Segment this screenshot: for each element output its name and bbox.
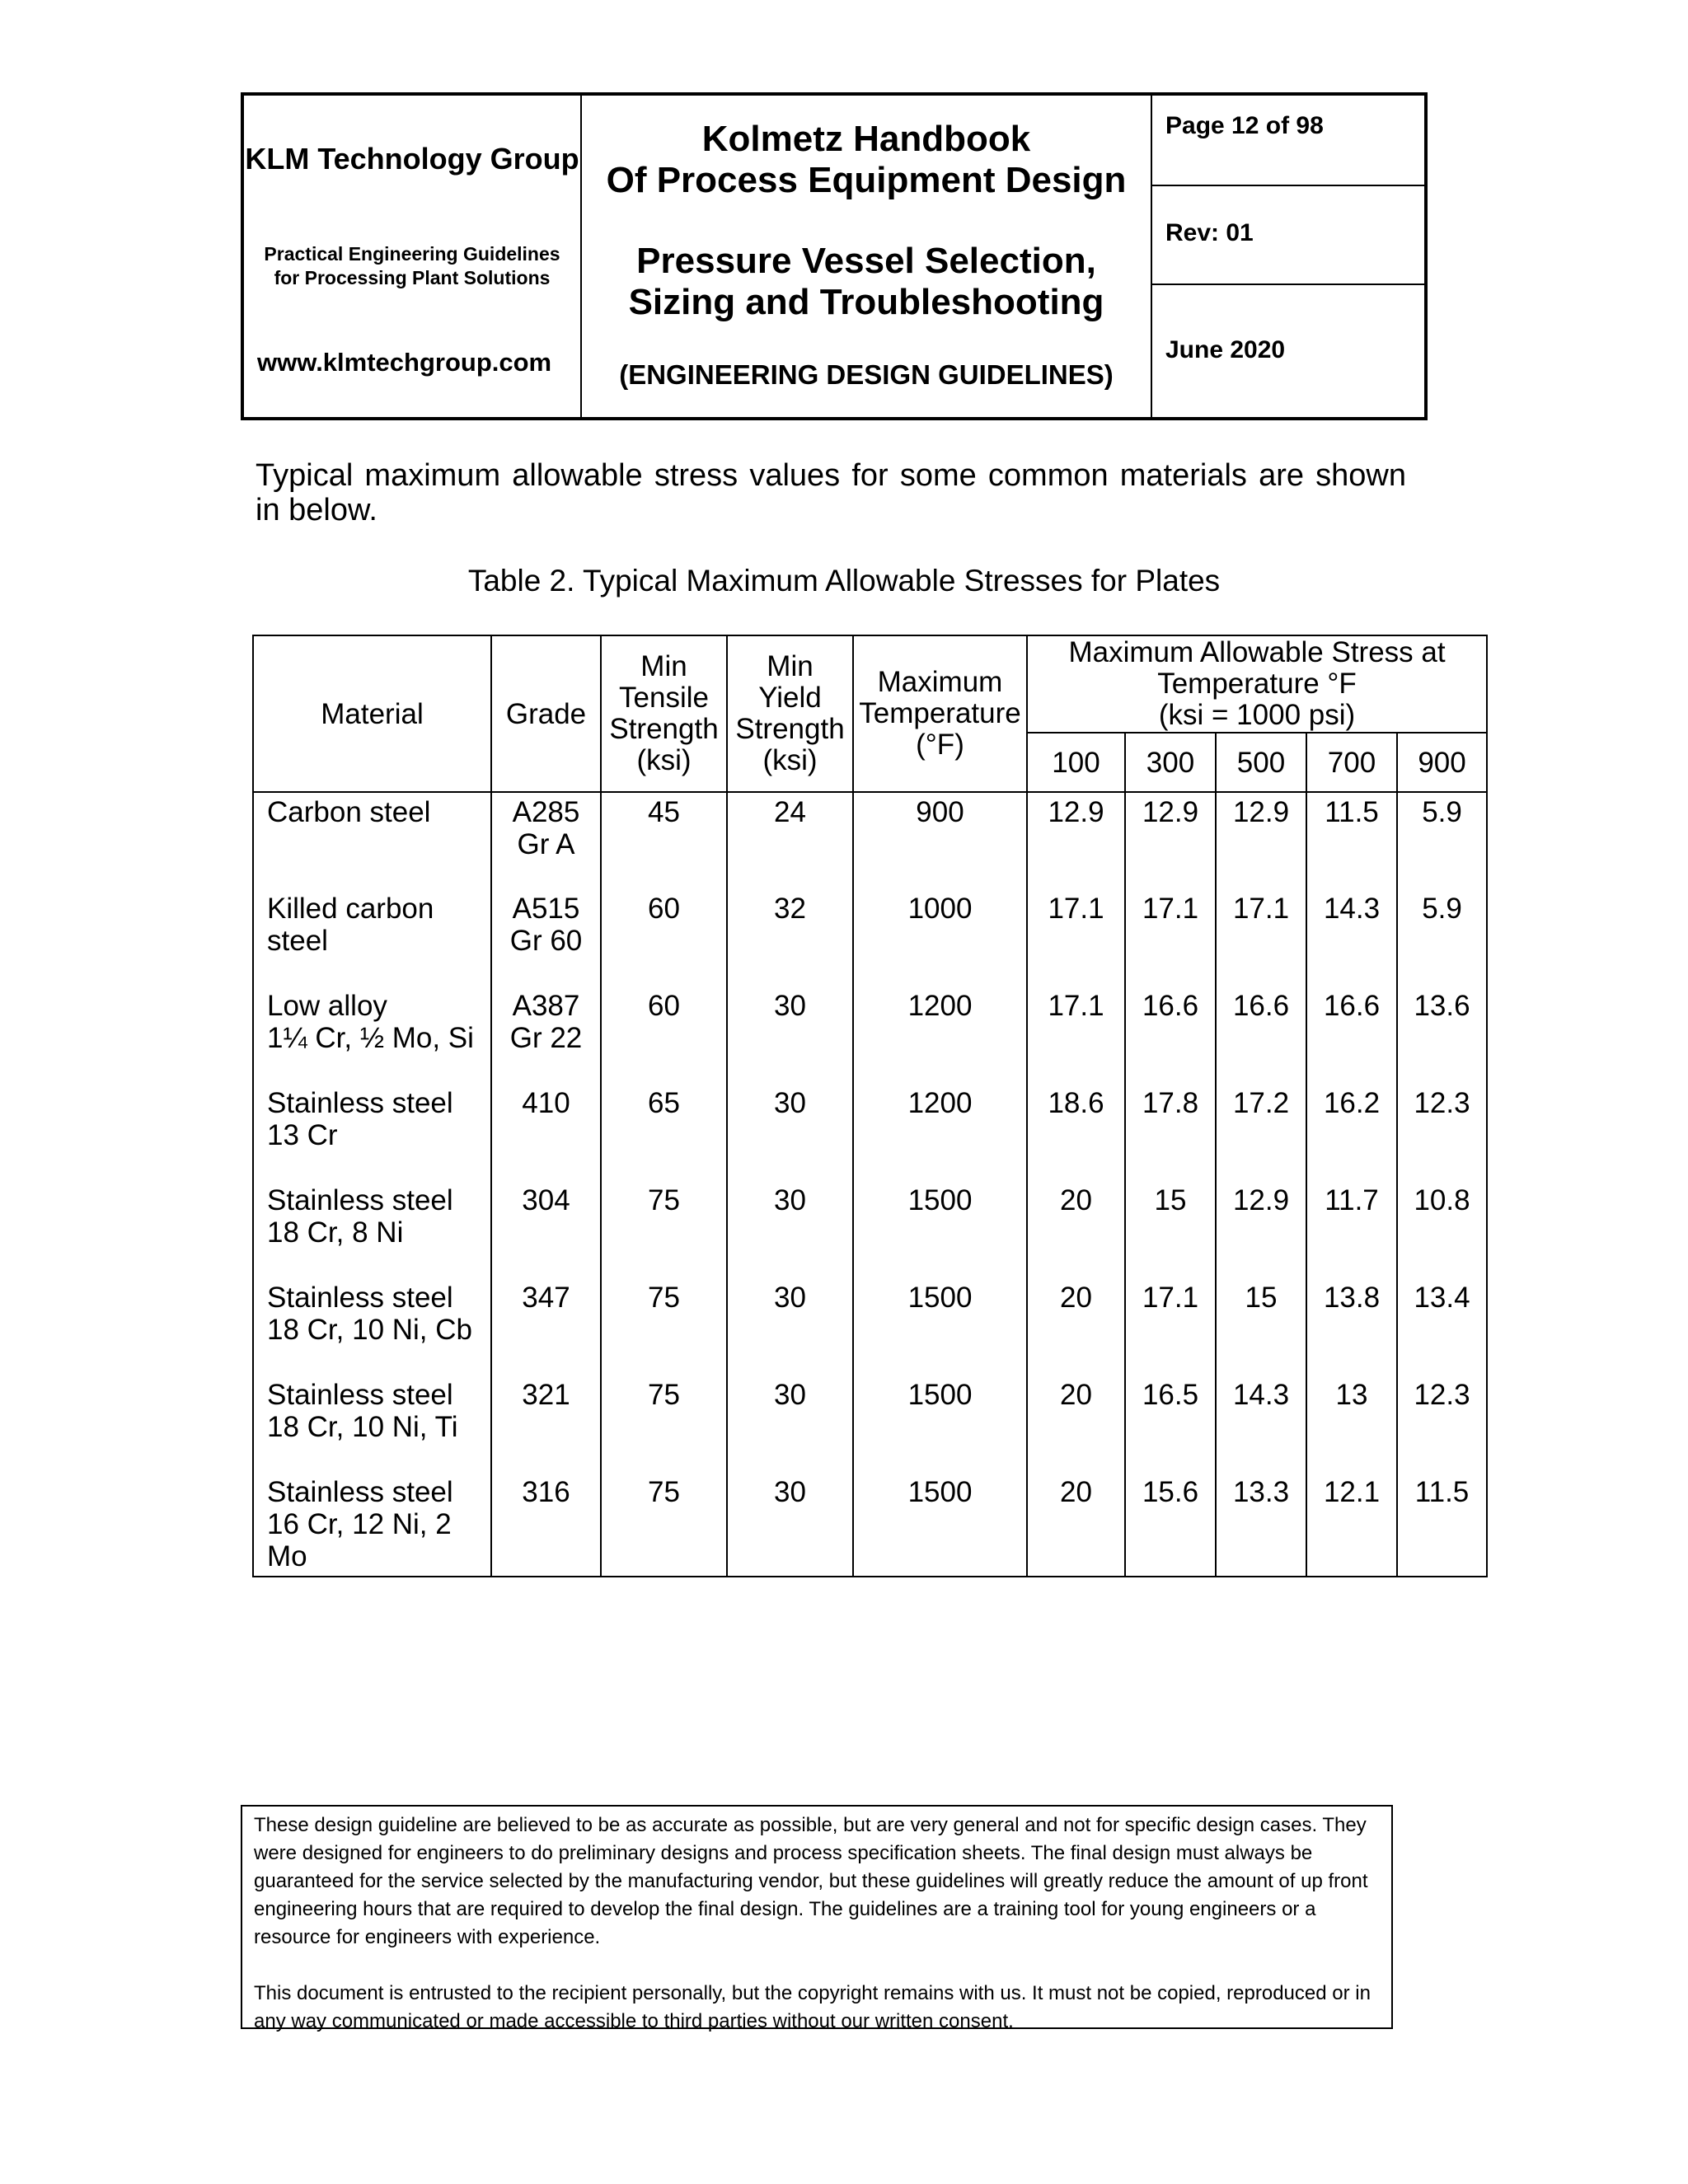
stress-cell: 11.5	[1397, 1473, 1487, 1577]
tensile-cell: 65	[601, 1084, 727, 1181]
document-date: June 2020	[1165, 336, 1286, 363]
grade-cell	[491, 1084, 601, 1181]
yield-cell: 30	[727, 1278, 853, 1376]
disclaimer-box	[241, 1805, 1393, 2032]
material-cell-line: Mo	[267, 1540, 307, 1572]
stress-cell: 16.6	[1125, 987, 1216, 1084]
stress-cell: 20	[1027, 1278, 1125, 1376]
tensile-cell: 75	[601, 1473, 727, 1577]
stress-cell: 16.6	[1216, 987, 1306, 1084]
material-cell	[253, 987, 491, 1084]
table-row	[253, 1376, 1487, 1473]
stress-cell: 12.3	[1397, 1084, 1487, 1181]
stress-cell: 12.3	[1397, 1376, 1487, 1473]
header-line: Yield	[758, 682, 822, 714]
grade-cell	[491, 1376, 601, 1473]
stress-cell: 15	[1216, 1278, 1306, 1376]
company-website: www.klmtechgroup.com	[257, 348, 552, 377]
grade-cell	[491, 987, 601, 1084]
grade-cell	[491, 889, 601, 987]
grade-cell-line: 410	[522, 1087, 570, 1119]
document-title-line: Pressure Vessel Selection,	[636, 241, 1096, 281]
handbook-title-line: Kolmetz Handbook	[701, 119, 1031, 159]
stress-cell: 10.8	[1397, 1181, 1487, 1278]
yield-cell: 30	[727, 987, 853, 1084]
material-cell-line: steel	[267, 925, 328, 957]
yield-cell: 30	[727, 1181, 853, 1278]
header-line: Strength	[609, 713, 719, 745]
grade-cell-line: A515	[512, 893, 580, 925]
document-subtitle: (ENGINEERING DESIGN GUIDELINES)	[619, 359, 1114, 390]
column-header-material: Material	[253, 635, 491, 792]
stress-cell: 12.9	[1216, 792, 1306, 889]
max-temp-cell: 1200	[853, 1084, 1027, 1181]
column-header-temp: 300	[1125, 733, 1216, 792]
grade-cell-line: 321	[522, 1379, 570, 1411]
yield-cell: 30	[727, 1376, 853, 1473]
material-cell-line: Stainless steel	[267, 1087, 453, 1119]
header-meta-cell	[1152, 96, 1424, 417]
material-cell-line: 13 Cr	[267, 1119, 338, 1151]
column-header-temp: 700	[1306, 733, 1397, 792]
material-cell-line: Carbon steel	[267, 796, 431, 828]
table-row	[253, 1084, 1487, 1181]
header-line: Temperature °F	[1157, 668, 1357, 700]
stress-cell: 17.1	[1027, 889, 1125, 987]
header-line: Tensile	[619, 682, 709, 714]
material-cell	[253, 1278, 491, 1376]
stress-cell: 17.1	[1216, 889, 1306, 987]
stress-cell: 18.6	[1027, 1084, 1125, 1181]
stress-cell: 5.9	[1397, 792, 1487, 889]
material-cell-line: 18 Cr, 10 Ni, Ti	[267, 1411, 458, 1443]
grade-cell-line: 316	[522, 1476, 570, 1508]
material-cell	[253, 792, 491, 889]
material-cell-line: Stainless steel	[267, 1184, 453, 1216]
yield-cell: 30	[727, 1084, 853, 1181]
material-cell-line: Killed carbon	[267, 893, 434, 925]
handbook-title-line: Of Process Equipment Design	[606, 160, 1127, 200]
yield-cell: 32	[727, 889, 853, 987]
disclaimer-paragraph: These design guideline are believed to be as accurate as possible, but are very general and not for specific design cases. They were designed for engineers to do preliminary designs and process specification sheets. The final design must always be guaranteed for the service selected by the manufacturing vendor, but these guidelines will greatly reduce the amount of up front engineering hours that are required to develop the final design. The guidelines are a training tool for young engineers or a resource for engineers with experience.	[254, 1814, 1368, 1948]
column-header-max-temperature	[853, 635, 1027, 792]
stress-cell: 17.8	[1125, 1084, 1216, 1181]
stress-cell: 13.8	[1306, 1278, 1397, 1376]
grade-cell-line: A387	[512, 990, 580, 1022]
grade-cell	[491, 1181, 601, 1278]
table-caption: Table 2. Typical Maximum Allowable Stresses for Plates	[467, 564, 1221, 598]
stress-cell: 16.6	[1306, 987, 1397, 1084]
stress-cell: 20	[1027, 1376, 1125, 1473]
grade-cell-line: Gr A	[517, 828, 575, 860]
grade-cell-line: 347	[522, 1282, 570, 1314]
grade-cell	[491, 1278, 601, 1376]
tensile-cell: 75	[601, 1181, 727, 1278]
max-temp-cell: 1500	[853, 1473, 1027, 1577]
material-cell-line: 1¼ Cr, ½ Mo, Si	[267, 1022, 474, 1054]
stress-cell: 20	[1027, 1473, 1125, 1577]
material-cell-line: Low alloy	[267, 990, 387, 1022]
stress-cell: 11.7	[1306, 1181, 1397, 1278]
header-line: (ksi)	[762, 744, 818, 776]
material-cell	[253, 889, 491, 987]
column-group-allowable-stress	[1027, 635, 1487, 733]
header-line: Temperature	[859, 697, 1021, 729]
stress-cell: 13.3	[1216, 1473, 1306, 1577]
material-cell-line: 18 Cr, 8 Ni	[267, 1216, 404, 1249]
material-cell	[253, 1181, 491, 1278]
header-line: Maximum	[877, 666, 1003, 698]
column-header-min-tensile	[601, 635, 727, 792]
stress-cell: 16.5	[1125, 1376, 1216, 1473]
stress-cell: 15	[1125, 1181, 1216, 1278]
material-cell-line: Stainless steel	[267, 1282, 453, 1314]
header-line: Min	[767, 650, 814, 682]
stress-cell: 20	[1027, 1181, 1125, 1278]
stress-cell: 12.9	[1027, 792, 1125, 889]
tensile-cell: 75	[601, 1376, 727, 1473]
stress-cell: 14.3	[1306, 889, 1397, 987]
revision: Rev: 01	[1152, 186, 1424, 285]
document-title-line: Sizing and Troubleshooting	[628, 282, 1104, 322]
grade-cell	[491, 792, 601, 889]
stress-cell: 12.9	[1216, 1181, 1306, 1278]
company-name: KLM Technology Group	[245, 142, 579, 176]
material-cell-line: 18 Cr, 10 Ni, Cb	[267, 1314, 472, 1346]
header-line: (°F)	[916, 729, 964, 761]
tensile-cell: 60	[601, 889, 727, 987]
header-title-cell	[582, 96, 1152, 417]
column-header-temp: 100	[1027, 733, 1125, 792]
tensile-cell: 75	[601, 1278, 727, 1376]
header-line: (ksi = 1000 psi)	[1158, 699, 1356, 731]
max-temp-cell: 900	[853, 792, 1027, 889]
stress-cell: 13.4	[1397, 1278, 1487, 1376]
header-line: Maximum Allowable Stress at	[1068, 636, 1446, 668]
column-header-temp: 900	[1397, 733, 1487, 792]
material-cell-line: 16 Cr, 12 Ni, 2	[267, 1508, 452, 1540]
material-cell-line: Stainless steel	[267, 1379, 453, 1411]
table-row	[253, 889, 1487, 987]
stress-cell: 15.6	[1125, 1473, 1216, 1577]
grade-cell-line: 304	[522, 1184, 570, 1216]
header-company-cell	[244, 96, 582, 417]
max-temp-cell: 1500	[853, 1181, 1027, 1278]
material-cell-line: Stainless steel	[267, 1476, 453, 1508]
table-row	[253, 1278, 1487, 1376]
intro-paragraph: Typical maximum allowable stress values for some common materials are shown in below.	[256, 458, 1406, 527]
stress-cell: 17.2	[1216, 1084, 1306, 1181]
column-header-temp: 500	[1216, 733, 1306, 792]
max-temp-cell: 1000	[853, 889, 1027, 987]
document-header	[241, 92, 1428, 420]
max-temp-cell: 1500	[853, 1376, 1027, 1473]
material-cell	[253, 1084, 491, 1181]
table-row	[253, 1181, 1487, 1278]
table-row	[253, 792, 1487, 889]
column-header-min-yield	[727, 635, 853, 792]
material-cell	[253, 1376, 491, 1473]
grade-cell-line: Gr 22	[509, 1022, 583, 1054]
stress-cell: 17.1	[1027, 987, 1125, 1084]
yield-cell: 30	[727, 1473, 853, 1577]
grade-cell-line: Gr 60	[509, 925, 583, 957]
yield-cell: 24	[727, 792, 853, 889]
grade-cell	[491, 1473, 601, 1577]
max-temp-cell: 1200	[853, 987, 1027, 1084]
header-line: (ksi)	[636, 744, 692, 776]
page-number: Page 12 of 98	[1152, 96, 1424, 186]
column-header-grade: Grade	[491, 635, 601, 792]
tensile-cell: 60	[601, 987, 727, 1084]
stress-cell: 11.5	[1306, 792, 1397, 889]
tensile-cell: 45	[601, 792, 727, 889]
stress-cell: 12.1	[1306, 1473, 1397, 1577]
table-row	[253, 1473, 1487, 1577]
header-line: Strength	[735, 713, 845, 745]
stress-cell: 12.9	[1125, 792, 1216, 889]
table-row	[253, 987, 1487, 1084]
document-title	[582, 241, 1151, 323]
table-header-row	[253, 635, 1487, 733]
stress-cell: 5.9	[1397, 889, 1487, 987]
material-cell	[253, 1473, 491, 1577]
grade-cell-line: A285	[512, 796, 580, 828]
stress-cell: 13	[1306, 1376, 1397, 1473]
handbook-title	[582, 119, 1151, 201]
stress-cell: 14.3	[1216, 1376, 1306, 1473]
table-body	[253, 792, 1487, 1577]
max-temp-cell: 1500	[853, 1278, 1027, 1376]
stress-cell: 16.2	[1306, 1084, 1397, 1181]
allowable-stress-table	[252, 635, 1488, 1577]
copyright-paragraph: This document is entrusted to the recipient personally, but the copyright remains with us. It must not be copied, reproduced or in any way communicated or made accessible to third parties without our written consent.	[254, 1982, 1371, 2032]
company-tagline: Practical Engineering Guidelines for Processing Plant Solutions	[264, 243, 560, 288]
header-line: Min	[640, 650, 687, 682]
stress-cell: 17.1	[1125, 1278, 1216, 1376]
stress-cell: 13.6	[1397, 987, 1487, 1084]
stress-cell: 17.1	[1125, 889, 1216, 987]
